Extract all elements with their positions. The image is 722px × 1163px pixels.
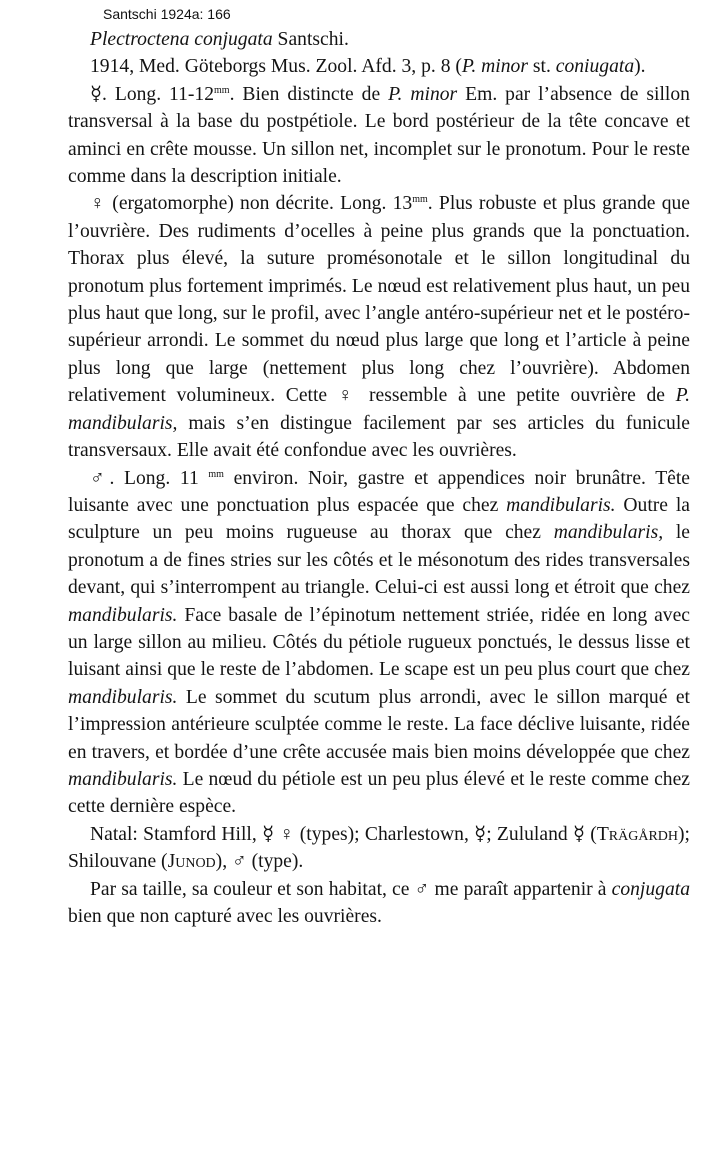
female-symbol: ♀: [337, 385, 359, 407]
text-run: bien que non capturé avec les ouvrières.: [68, 906, 382, 927]
text-run: le pronotum a de fines stries sur les côtés et le mésonotum des rides transversales devant, qui s’interrompent au triangle. Celui-ci est aussi long et étroit que chez: [68, 522, 691, 599]
male-symbol: ♂: [90, 467, 110, 489]
caste-symbols: ☿: [572, 823, 585, 845]
taxon-name: conjugata: [611, 878, 690, 900]
species-title: [68, 26, 690, 53]
citation-taxon: P. minor: [461, 56, 528, 78]
text-run: (types); Charlestown,: [294, 823, 475, 845]
text-run: . Bien distincte de: [229, 83, 389, 105]
text-run: Face basale de l’épinotum nettement striée, ridée en long avec un large sillon au milieu. Côtés du pétiole rugueux ponctués, le dessus lisse et luisant ainsi que le reste de l’abdomen. Le scape est un peu plus court que chez: [68, 604, 690, 681]
document-body: [68, 26, 690, 930]
species-name: Plectroctena conjugata: [90, 29, 273, 50]
text-run: Natal: Stamford Hill,: [90, 823, 263, 845]
male-description: [68, 465, 690, 821]
taxon-name: mandibularis,: [553, 522, 664, 544]
unit-superscript: mm: [214, 84, 230, 96]
text-run: (: [585, 823, 597, 845]
worker-symbol: ☿: [90, 83, 103, 105]
text-run: . Plus robuste et plus grande que l’ouvrière. Des rudiments d’ocelles à peine plus grands que la ponctuation. Thorax plus élevé, la suture promésonotale et le sillon longitudinal du pronotum plus fortement imprimés. Le nœud est relativement plus haut, un peu plus haut que long, sur le profil, avec l’angle antéro-supérieur net et le postéro-supérieur arrondi. Le sommet du nœud plus large que long et l’article à peine plus long que large (nettement plus long chez l’ouvrière). Abdomen relativement volumineux. Cette: [68, 193, 690, 407]
male-symbol: ♂: [414, 878, 430, 900]
female-symbol: ♀: [90, 193, 107, 215]
text-run: Em. par l’absence de sillon transversal à la base du postpétiole. Le bord postérieur de la tête concave et aminci en crête mousse. Un sillon net, incomplet sur le pronotum. Pour le reste comme dans la description initiale.: [68, 83, 690, 188]
citation-text: ).: [634, 56, 646, 78]
taxon-name: mandibularis.: [68, 604, 178, 626]
taxon-name: mandibularis.: [68, 686, 178, 708]
text-run: ); Shilouvane (: [68, 823, 690, 873]
text-run: ),: [215, 851, 232, 873]
citation-text: 1914, Med. Göteborgs Mus. Zool. Afd. 3, p. 8 (: [90, 56, 462, 78]
text-run: Par sa taille, sa couleur et son habitat, ce: [90, 878, 415, 900]
worker-description: [68, 81, 690, 191]
taxon-name: mandibularis.: [68, 768, 178, 790]
locality-list: [68, 821, 690, 876]
text-run: ressemble à une petite ouvrière de: [358, 385, 676, 407]
text-run: environ. Noir, gastre et appendices noir brunâtre. Tête luisante avec une ponctuation plus espacée que chez: [68, 467, 691, 516]
source-citation-header: Santschi 1924a: 166: [103, 6, 231, 22]
caste-symbols: ♂: [232, 851, 247, 873]
female-description: [68, 190, 690, 464]
caste-symbols: ☿: [474, 823, 487, 845]
unit-superscript: mm: [412, 194, 428, 206]
text-run: Outre la sculpture un peu moins rugueuse au thorax que chez: [68, 494, 690, 544]
text-run: mais s’en distingue facilement par ses articles du funicule transversaux. Elle avait été confondue avec les ouvrières.: [68, 412, 690, 462]
species-author: Santschi.: [277, 29, 349, 50]
text-run: ; Zululand: [486, 823, 573, 845]
text-run: . Long. 11: [109, 467, 209, 489]
taxon-name: P. mandibularis,: [68, 385, 690, 434]
caste-symbols: ☿ ♀: [262, 823, 295, 845]
text-run: me paraît appartenir à: [429, 878, 612, 900]
citation-taxon: coniugata: [555, 56, 635, 78]
text-run: (type).: [246, 851, 304, 873]
unit-superscript: mm: [208, 468, 224, 480]
collector-name: Junod: [167, 851, 216, 873]
closing-remark: [68, 876, 690, 931]
text-run: (ergatomorphe) non décrite. Long. 13: [106, 193, 413, 215]
text-run: . Long. 11-12: [102, 83, 215, 105]
citation-text: st.: [527, 56, 551, 78]
taxon-name: mandibularis.: [506, 494, 616, 516]
text-run: Le nœud du pétiole est un peu plus élevé et le reste comme chez cette dernière espèce.: [68, 768, 690, 818]
taxon-name: P. minor: [388, 83, 458, 105]
collector-name: Trägårdh: [596, 823, 679, 845]
text-run: Le sommet du scutum plus arrondi, avec le sillon marqué et l’impression antérieure sculptée comme le reste. La face déclive luisante, ridée en travers, et bordée d’une crête accusée mais bien moins développée que chez: [68, 686, 690, 763]
original-citation: [68, 53, 690, 80]
